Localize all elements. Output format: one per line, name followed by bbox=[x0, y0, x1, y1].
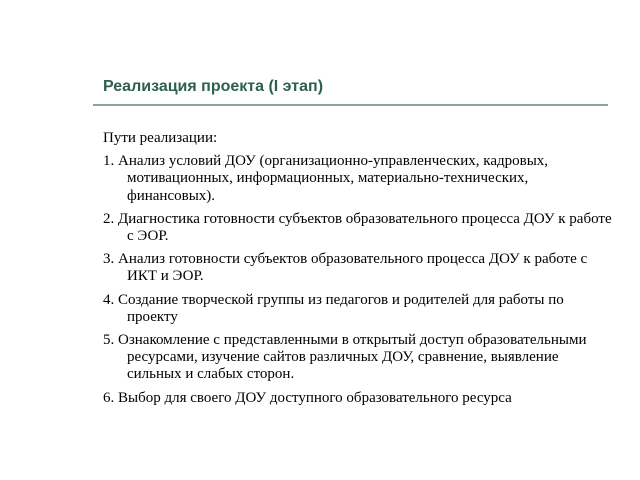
slide-content bbox=[103, 130, 613, 413]
intro-text: Пути реализации: bbox=[103, 130, 218, 146]
list-item: 6. Выбор для своего ДОУ доступного образовательного ресурса bbox=[103, 389, 512, 406]
list-item: 3. Анализ готовности субъектов образовательного процесса ДОУ к работе с ИКТ и ЭОР. bbox=[103, 251, 588, 285]
list-item: 5. Ознакомление с представленными в открытый доступ образовательными ресурсами, изучение сайтов различных ДОУ, сравнение, выявление сильных и слабых сторон. bbox=[103, 332, 587, 383]
title-divider bbox=[93, 104, 608, 106]
list-item: 2. Диагностика готовности субъектов образовательного процесса ДОУ к работе с ЭОР. bbox=[103, 210, 612, 245]
list-item: 1. Анализ условий ДОУ (организационно-управленческих, кадровых, мотивационных, информационных, материально-технических, финансовых). bbox=[103, 153, 549, 204]
slide-title: Реализация проекта (I этап) bbox=[103, 78, 324, 95]
list-item: 4. Создание творческой группы из педагогов и родителей для работы по проекту bbox=[103, 291, 564, 325]
implementation-list bbox=[103, 153, 613, 407]
